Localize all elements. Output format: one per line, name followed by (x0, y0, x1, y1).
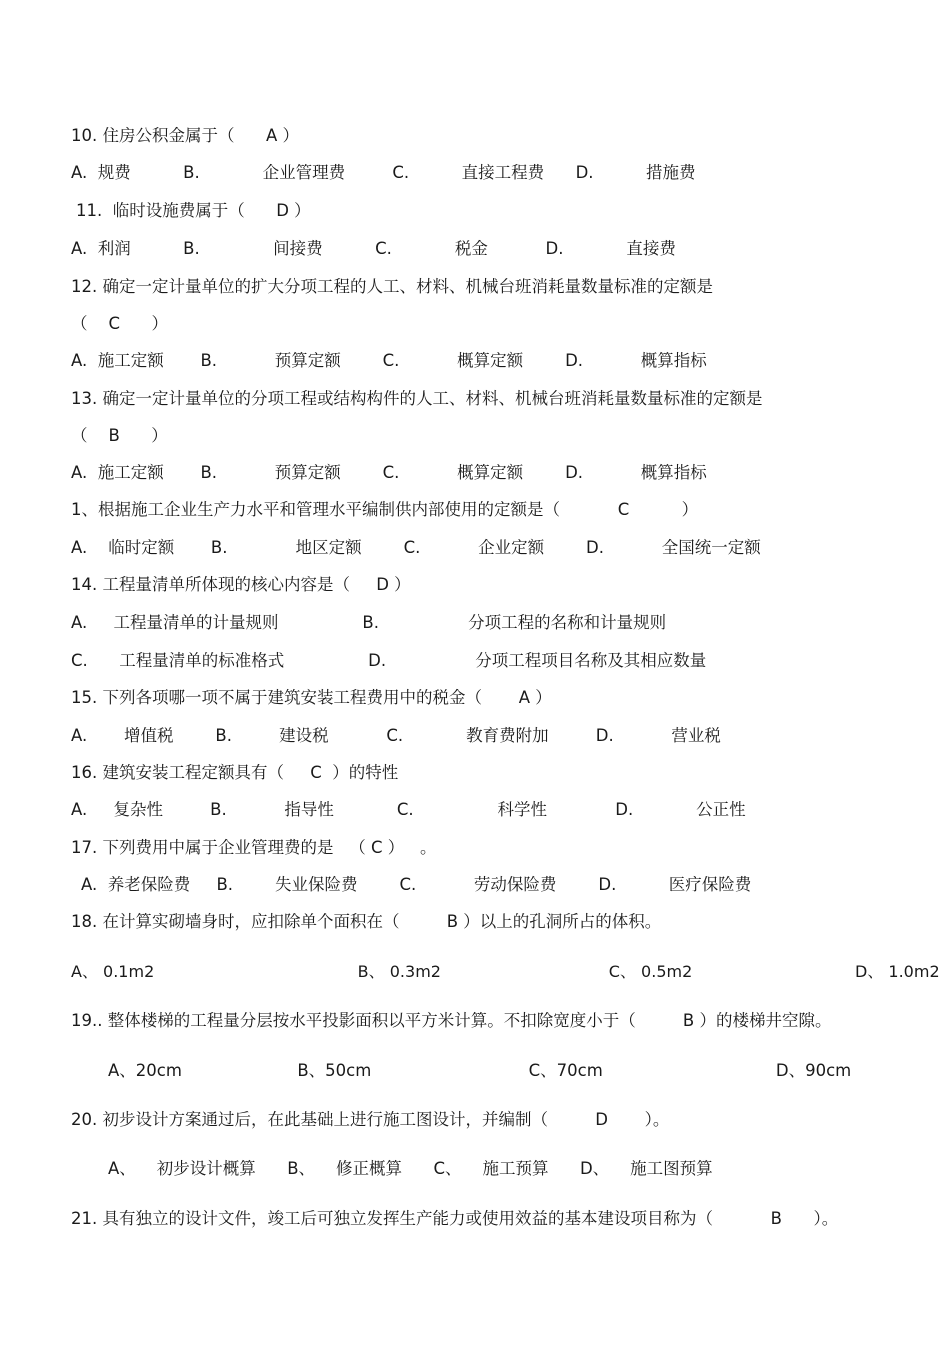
options-19: A、20cm B、50cm C、70cm D、90cm (108, 1061, 852, 1080)
options-12: A. 施工定额 B. 预算定额 C. 概算定额 D. 概算指标 (71, 351, 707, 370)
options-20: A、 初步设计概算 B、 修正概算 C、 施工预算 D、 施工图预算 (108, 1159, 713, 1178)
question-21: 21. 具有独立的设计文件，竣工后可独立发挥生产能力或使用效益的基本建设项目称为（ B ）。 (71, 1209, 839, 1228)
options-11: A. 利润 B. 间接费 C. 税金 D. 直接费 (71, 239, 676, 258)
question-1: 1、根据施工企业生产力水平和管理水平编制供内部使用的定额是（ C ） (71, 500, 699, 519)
question-11: 11. 临时设施费属于（ D ） (76, 201, 311, 220)
options-14-ab: A. 工程量清单的计量规则 B. 分项工程的名称和计量规则 (71, 613, 667, 632)
options-18: A、 0.1m2 B、 0.3m2 C、 0.5m2 D、 1.0m2 (71, 962, 940, 981)
question-18: 18. 在计算实砌墙身时，应扣除单个面积在（ B ）以上的孔洞所占的体积。 (71, 912, 662, 931)
question-10: 10. 住房公积金属于（ A ） (71, 126, 299, 145)
question-16: 16. 建筑安装工程定额具有（ C ）的特性 (71, 763, 399, 782)
options-14-cd: C. 工程量清单的标准格式 D. 分项工程项目名称及其相应数量 (71, 651, 707, 670)
answer-12: （ C ） (71, 314, 168, 333)
options-13: A. 施工定额 B. 预算定额 C. 概算定额 D. 概算指标 (71, 463, 707, 482)
options-10: A. 规费 B. 企业管理费 C. 直接工程费 D. 措施费 (71, 163, 696, 182)
question-14: 14. 工程量清单所体现的核心内容是（ D ） (71, 575, 411, 594)
question-20: 20. 初步设计方案通过后，在此基础上进行施工图设计，并编制（ D ）。 (71, 1110, 670, 1129)
options-15: A. 增值税 B. 建设税 C. 教育费附加 D. 营业税 (71, 726, 721, 745)
question-12: 12. 确定一定计量单位的扩大分项工程的人工、材料、机械台班消耗量数量标准的定额是 (71, 277, 713, 296)
question-13: 13. 确定一定计量单位的分项工程或结构构件的人工、材料、机械台班消耗量数量标准的定额是 (71, 389, 763, 408)
options-17: A. 养老保险费 B. 失业保险费 C. 劳动保险费 D. 医疗保险费 (81, 875, 752, 894)
options-1: A. 临时定额 B. 地区定额 C. 企业定额 D. 全国统一定额 (71, 538, 761, 557)
question-15: 15. 下列各项哪一项不属于建筑安装工程费用中的税金（ A ） (71, 688, 552, 707)
options-16: A. 复杂性 B. 指导性 C. 科学性 D. 公正性 (71, 800, 746, 819)
question-17: 17. 下列费用中属于企业管理费的是 （ C ） 。 (71, 838, 437, 857)
answer-13: （ B ） (71, 426, 168, 445)
question-19: 19.. 整体楼梯的工程量分层按水平投影面积以平方米计算。不扣除宽度小于（ B ）的楼梯井空隙。 (71, 1011, 832, 1030)
